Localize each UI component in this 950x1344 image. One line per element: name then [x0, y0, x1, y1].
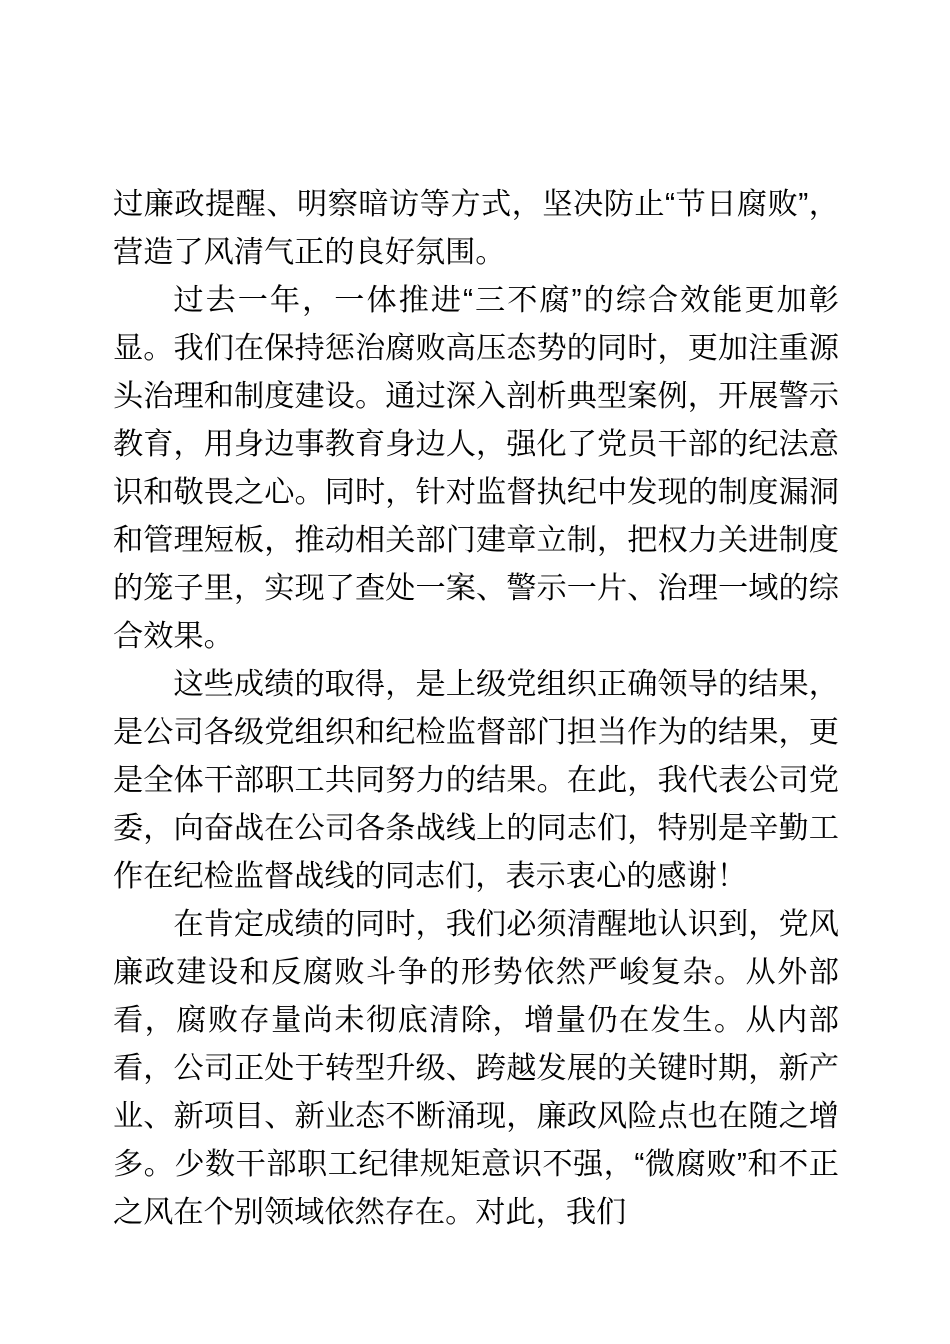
paragraph-continuation: 过廉政提醒、明察暗访等方式，坚决防止“节日腐败”，营造了风清气正的良好氛围。	[113, 188, 839, 269]
paragraph-achievements-credit: 这些成绩的取得，是上级党组织正确领导的结果，是公司各级党组织和纪检监督部门担当作为的结果，更是全体干部职工共同努力的结果。在此，我代表公司党委，向奋战在公司各条战线上的同志们，特别是辛勤工作在纪检监督战线的同志们，表示衷心的感谢！	[113, 668, 839, 893]
document-text-body	[113, 181, 839, 1237]
paragraph-three-no-corruption: 过去一年，一体推进“三不腐”的综合效能更加彰显。我们在保持惩治腐败高压态势的同时，更加注重源头治理和制度建设。通过深入剖析典型案例，开展警示教育，用身边事教育身边人，强化了党员干部的纪法意识和敬畏之心。同时，针对监督执纪中发现的制度漏洞和管理短板，推动相关部门建章立制，把权力关进制度的笼子里，实现了查处一案、警示一片、治理一域的综合效果。	[113, 284, 839, 653]
paragraph-sober-recognition: 在肯定成绩的同时，我们必须清醒地认识到，党风廉政建设和反腐败斗争的形势依然严峻复杂。从外部看，腐败存量尚未彻底清除，增量仍在发生。从内部看，公司正处于转型升级、跨越发展的关键时期，新产业、新项目、新业态不断涌现，廉政风险点也在随之增多。少数干部职工纪律规矩意识不强，“微腐败”和不正之风在个别领域依然存在。对此，我们	[113, 908, 839, 1229]
